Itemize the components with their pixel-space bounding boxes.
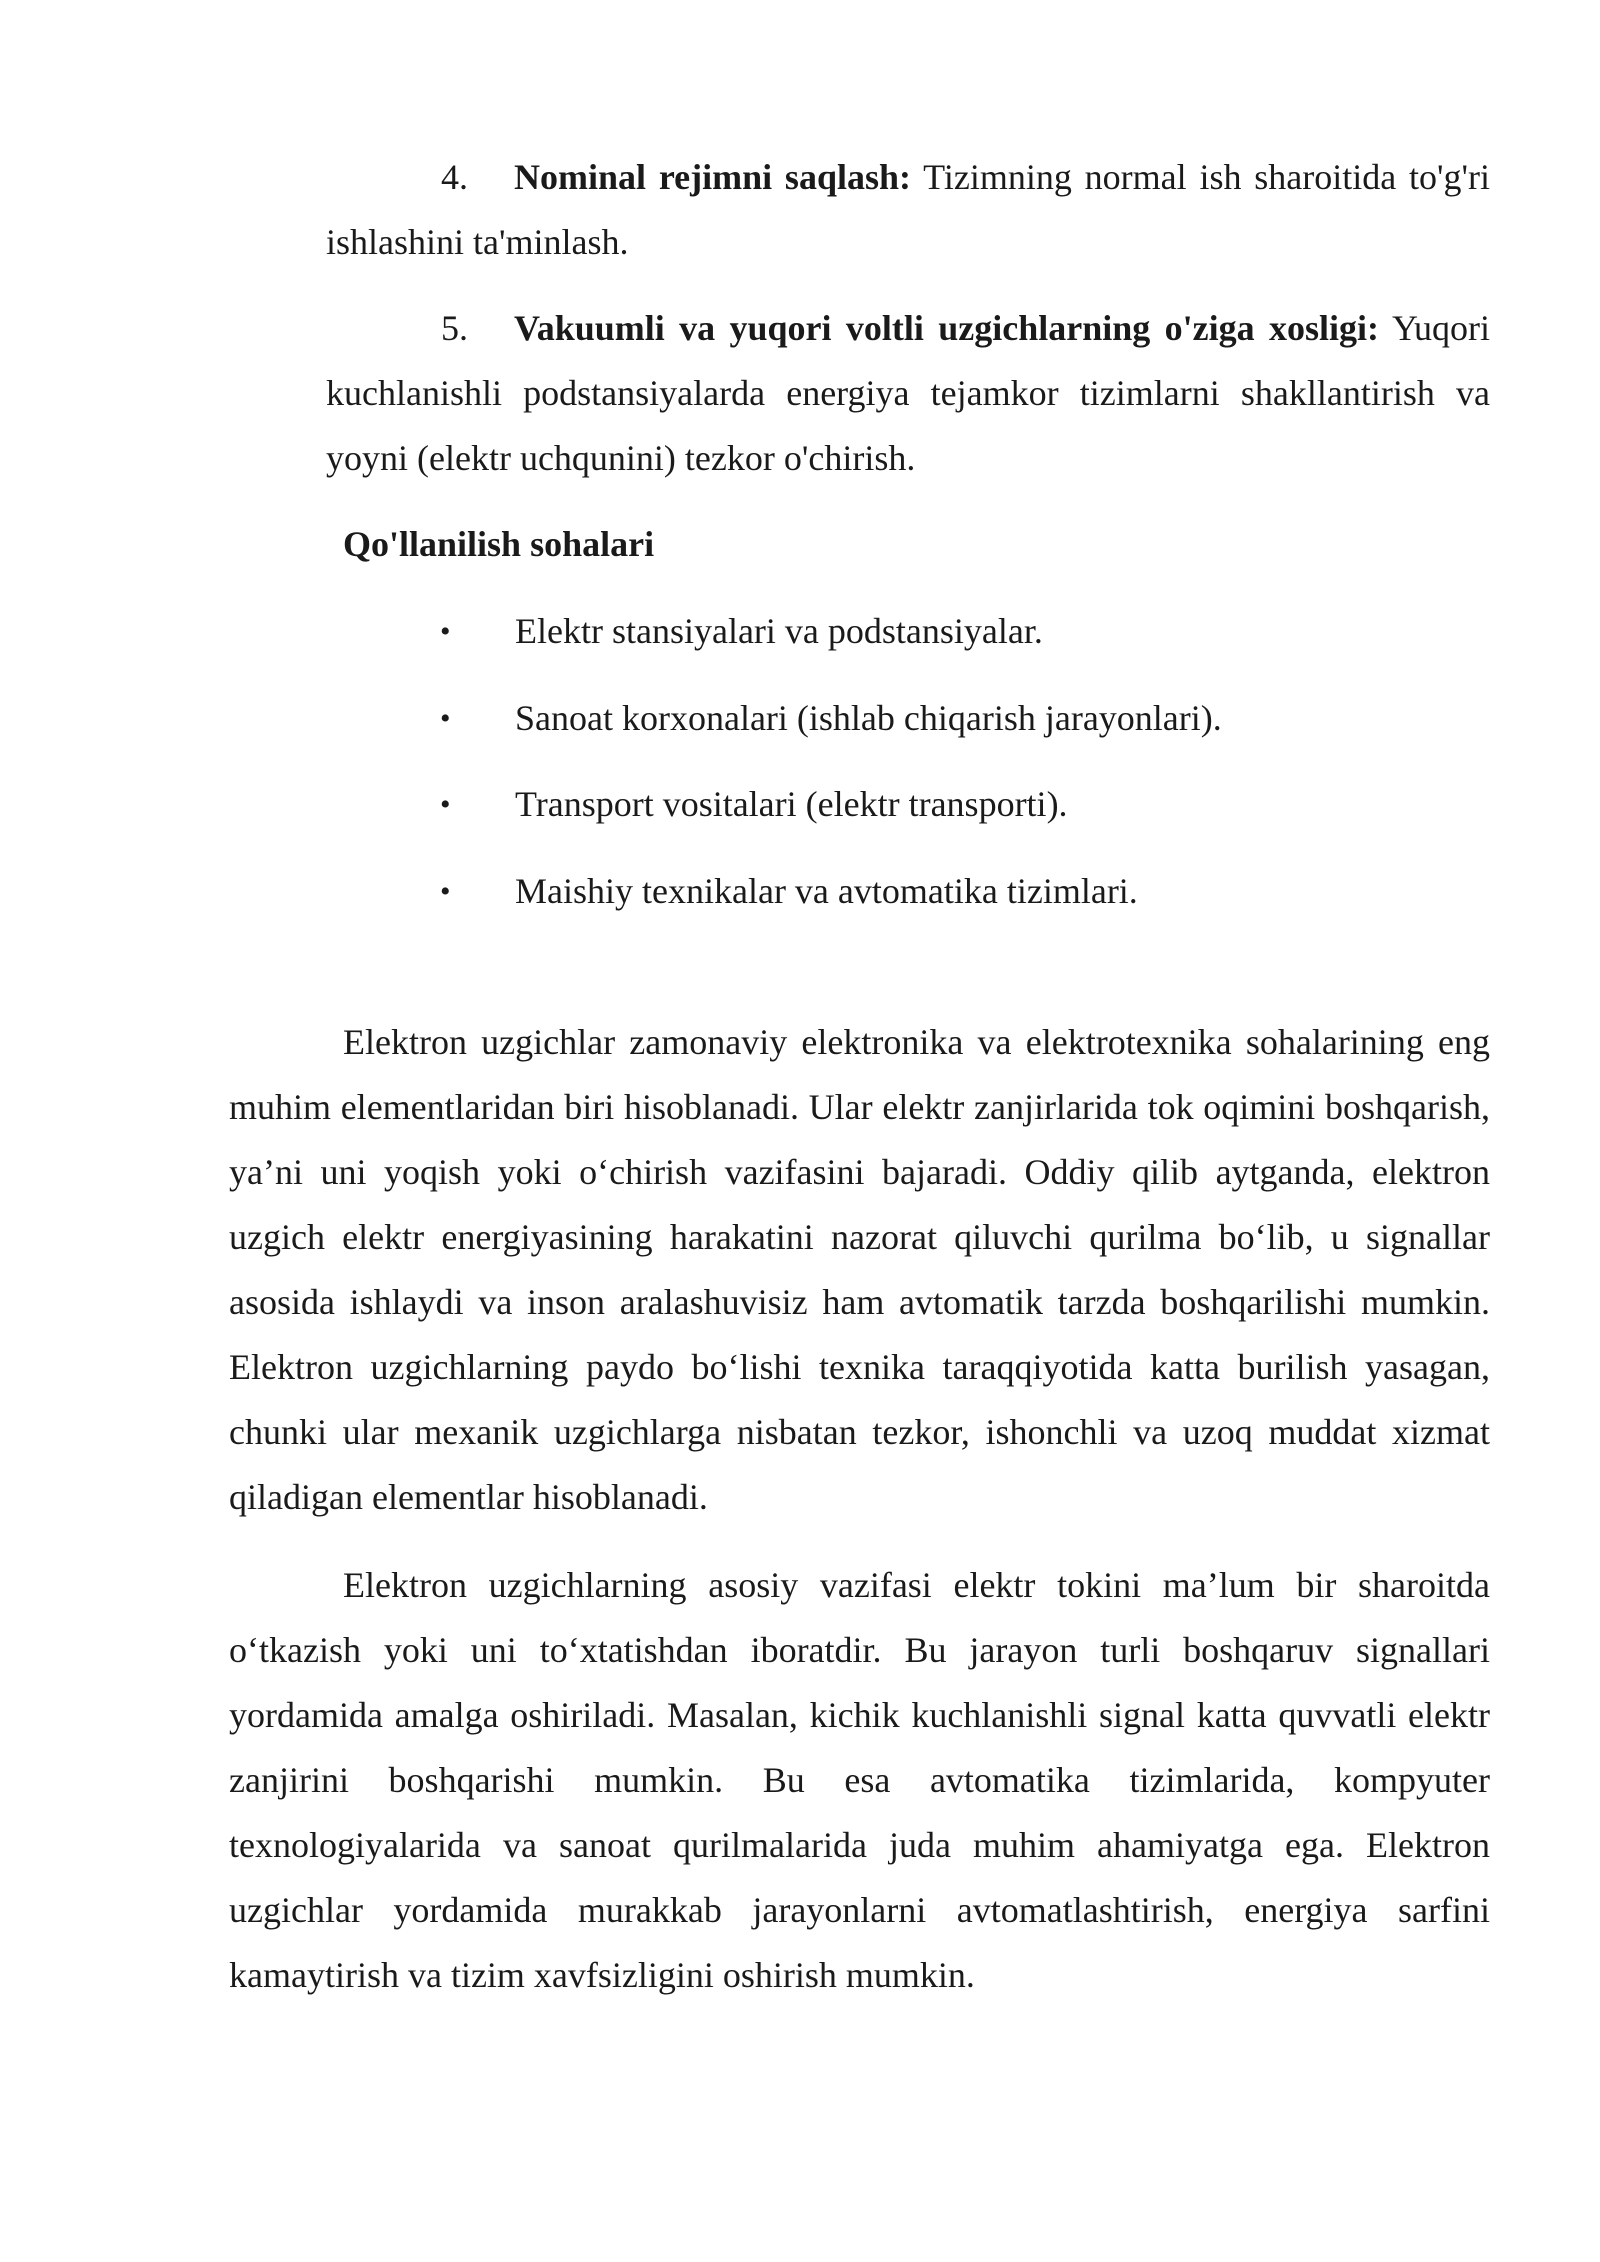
item-title: Nominal rejimni saqlash:: [514, 157, 911, 197]
bullet-icon: •: [440, 788, 451, 822]
item-text: Tizimning normal ish sharoitida to'g'ri ishlashini ta'minlash.: [326, 157, 1491, 262]
list-item-text: Transport vositalari (elektr transporti).: [515, 784, 1068, 825]
list-item-text: Elektr stansiyalari va podstansiyalar.: [515, 611, 1043, 651]
list-item-text: Maishiy texnikalar va avtomatika tizimlari.: [515, 870, 1138, 911]
bullet-icon: •: [440, 701, 451, 735]
numbered-item-4: [326, 145, 1490, 275]
bullet-icon: •: [440, 615, 451, 648]
bullet-icon: •: [440, 874, 451, 908]
list-item-text: Sanoat korxonalari (ishlab chiqarish jarayonlari).: [515, 697, 1222, 738]
body-paragraph-1: Elektron uzgichlar zamonaviy elektronika va elektrotexnika sohalarining eng muhim elementlaridan biri hisoblanadi. Ular elektr zanjirlarida tok oqimini boshqarish, ya’ni uni yoqish yoki o‘chirish vazifasini bajaradi. Oddiy qilib aytganda, elektron uzgich elektr energiyasining harakatini nazorat qiluvchi qurilma bo‘lib, u signallar asosida ishlaydi va inson aralashuvisiz ham avtomatik tarzda boshqarilishi mumkin. Elektron uzgichlarning paydo bo‘lishi texnika taraqqiyotida katta burilish yasagan, chunki ular mexanik uzgichlarga nisbatan tezkor, ishonchli va uzoq muddat xizmat qiladigan elementlar hisoblanadi.: [229, 1022, 1490, 1517]
item-number: 5.: [441, 308, 468, 348]
item-title: Vakuumli va yuqori voltli uzgichlarning o'ziga xosligi:: [514, 308, 1379, 348]
numbered-item-5: [326, 296, 1490, 491]
item-number: 4.: [441, 157, 468, 197]
item-text: Yuqori kuchlanishli podstansiyalarda energiya tejamkor tizimlarni shakllantirish va yoyni (elektr uchqunini) tezkor o'chirish.: [326, 308, 1490, 478]
body-paragraph-2: Elektron uzgichlarning asosiy vazifasi elektr tokini ma’lum bir sharoitda o‘tkazish yoki uni to‘xtatishdan iboratdir. Bu jarayon turli boshqaruv signallari yordamida amalga oshiriladi. Masalan, kichik kuchlanishli signal katta quvvatli elektr zanjirini boshqarishi mumkin. Bu esa avtomatika tizimlarida, kompyuter texnologiyalarida va sanoat qurilmalarida juda muhim ahamiyatga ega. Elektron uzgichlar yordamida murakkab jarayonlarni avtomatlashtirish, energiya sarfini kamaytirish va tizim xavfsizligini oshirish mumkin.: [229, 1565, 1490, 1995]
section-heading: Qo'llanilish sohalari: [343, 524, 655, 564]
